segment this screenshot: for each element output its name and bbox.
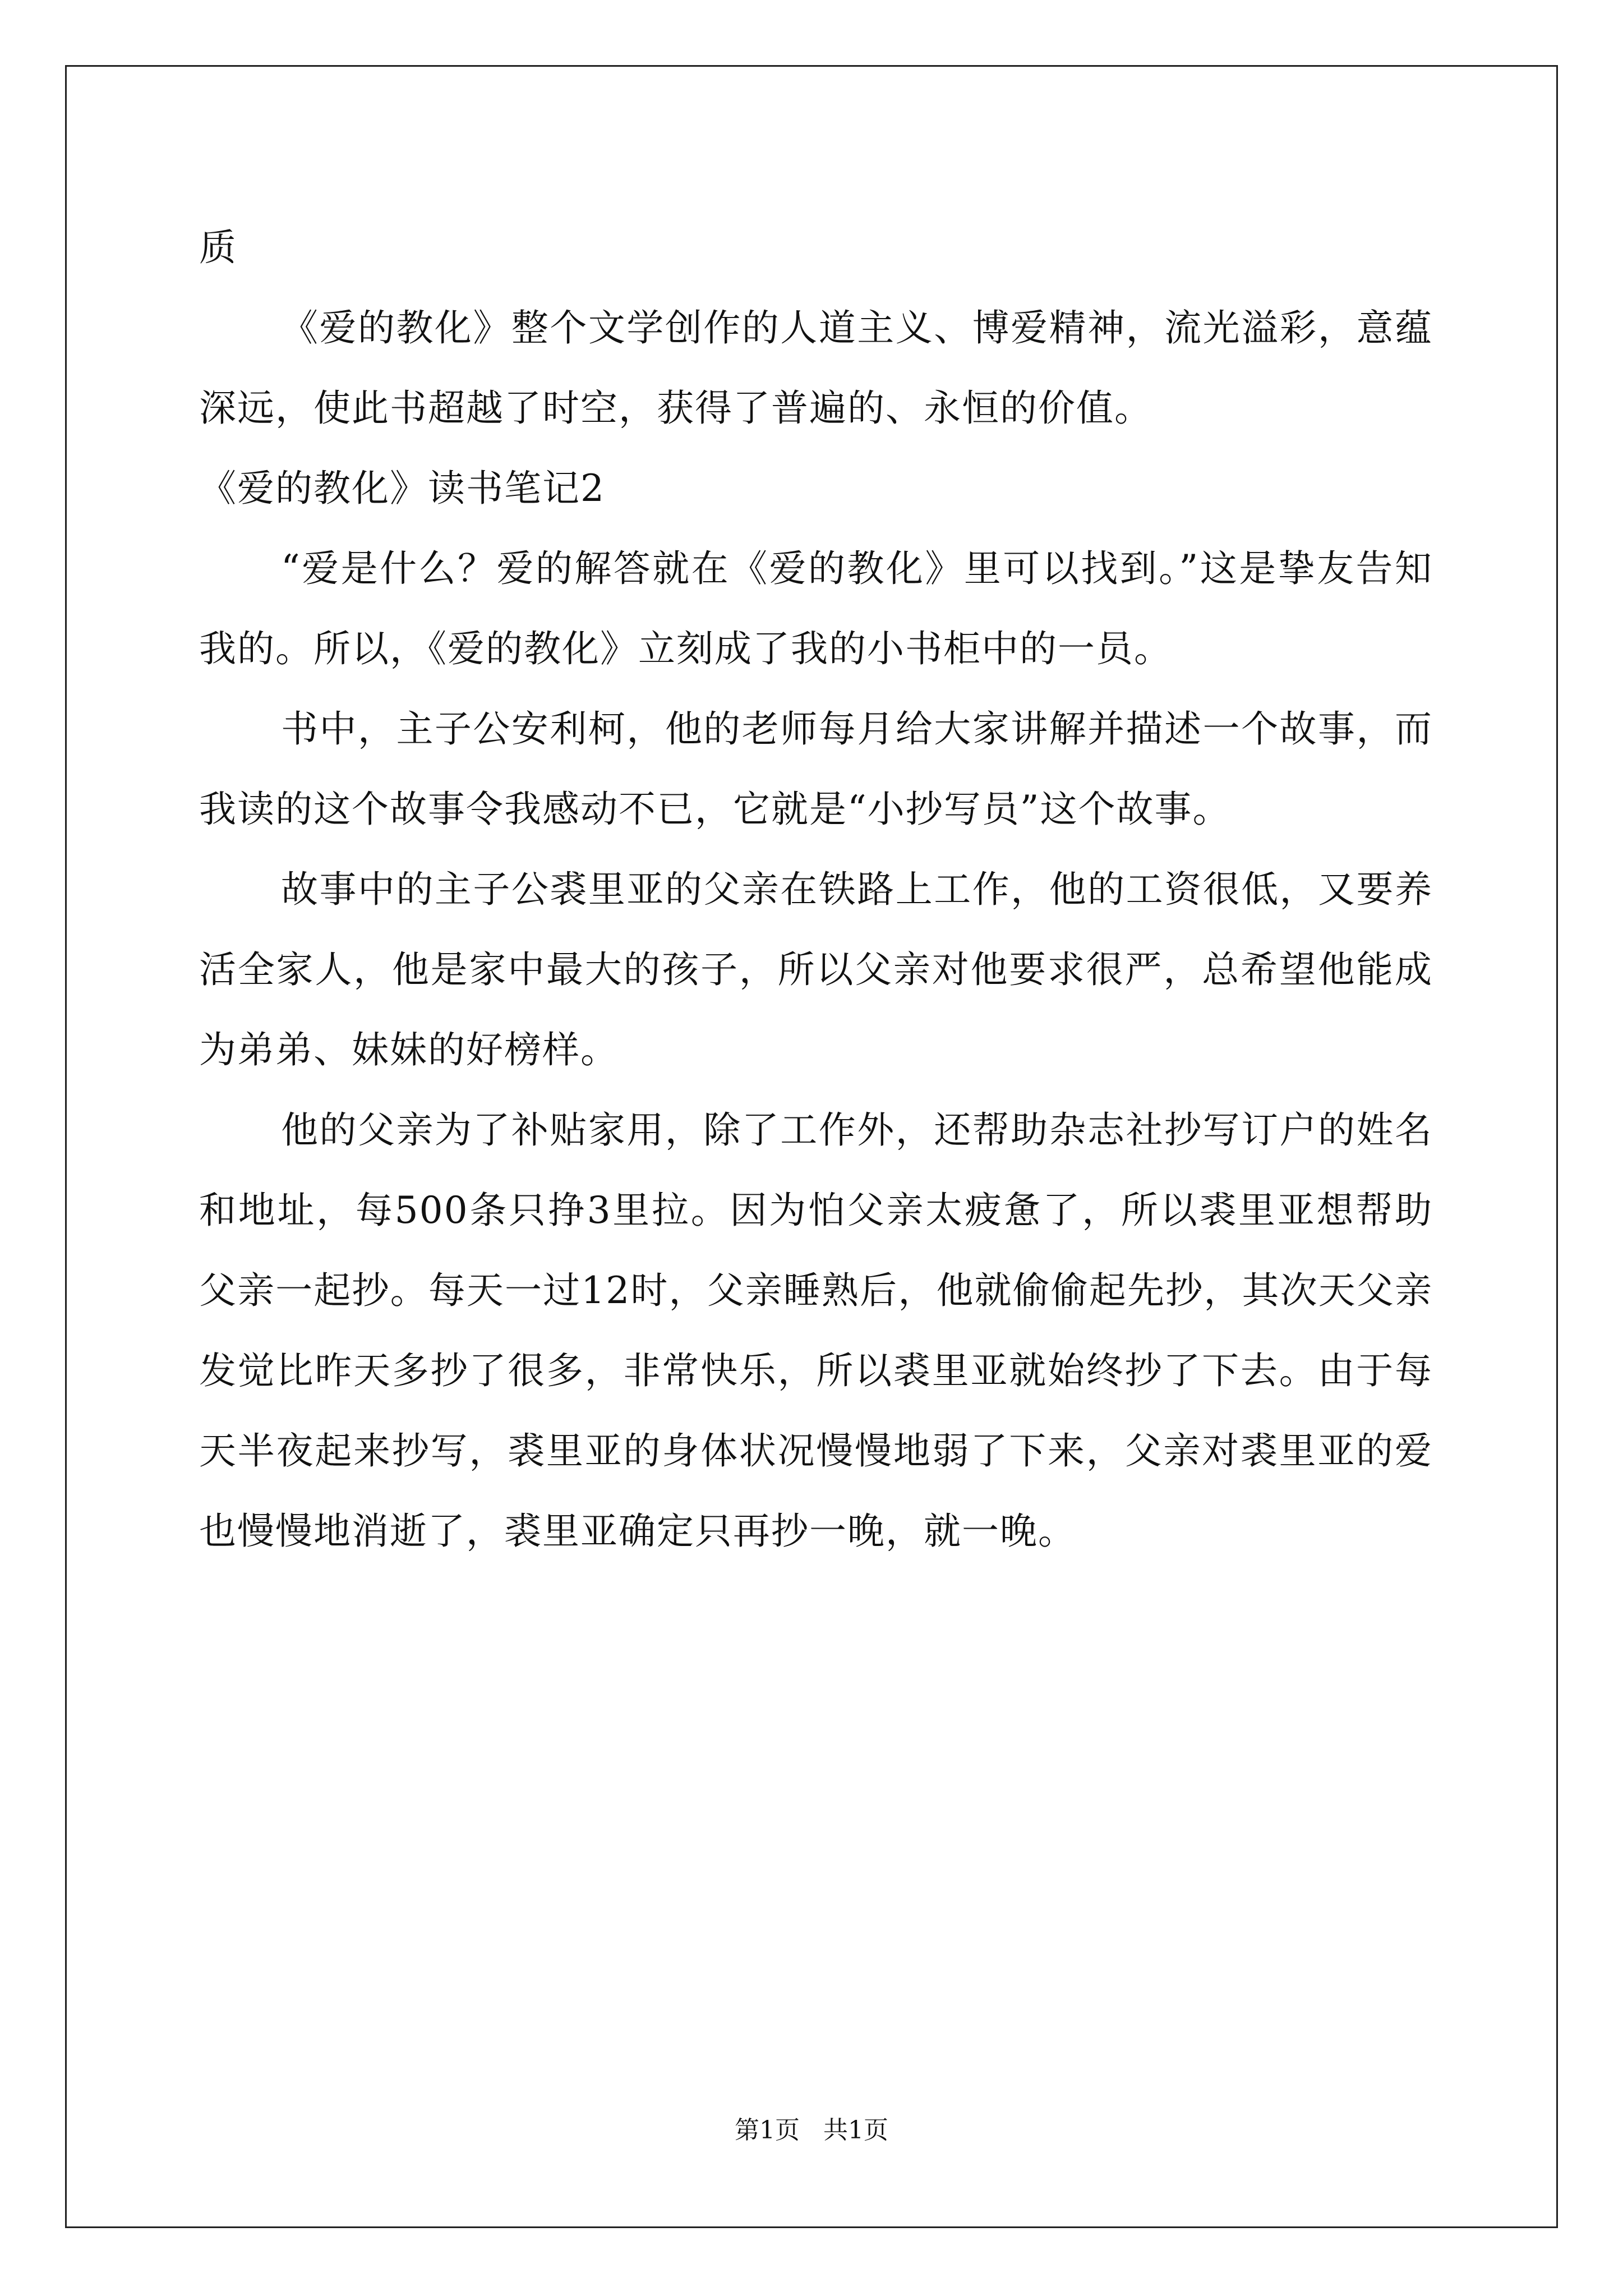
paragraph-5: 故事中的主子公裘里亚的父亲在铁路上工作，他的工资很低，又要养活全家人，他是家中最大的孩子，所以父亲对他要求很严，总希望他能成为弟弟、妹妹的好榜样。	[199, 868, 1433, 1071]
paragraph-1: 质	[199, 226, 237, 269]
paragraph-2: 《爱的教化》整个文学创作的人道主义、博爱精神，流光溢彩，意蕴深远，使此书超越了时空，获得了普遍的、永恒的价值。	[199, 306, 1433, 430]
document-body	[199, 208, 1433, 1571]
paragraph-6: 他的父亲为了补贴家用，除了工作外，还帮助杂志社抄写订户的姓名和地址，每500条只挣3里拉。因为怕父亲太疲惫了，所以裘里亚想帮助父亲一起抄。每天一过12时，父亲睡熟后，他就偷偷起先抄，其次天父亲发觉比昨天多抄了很多，非常快乐，所以裘里亚就始终抄了下去。由于每天半夜起来抄写，裘里亚的身体状况慢慢地弱了下来，父亲对裘里亚的爱也慢慢地消逝了，裘里亚确定只再抄一晚，就一晚。	[199, 1108, 1433, 1553]
paragraph-3: “爱是什么？爱的解答就在《爱的教化》里可以找到。”这是挚友告知我的。所以，《爱的教化》立刻成了我的小书柜中的一员。	[199, 547, 1433, 670]
page-footer	[0, 2114, 1623, 2147]
paragraph-4: 书中，主子公安利柯，他的老师每月给大家讲解并描述一个故事，而我读的这个故事令我感动不已，它就是“小抄写员”这个故事。	[199, 707, 1433, 831]
page-number: 第1页 共1页	[735, 2116, 888, 2145]
section-heading: 《爱的教化》读书笔记2	[199, 467, 605, 510]
